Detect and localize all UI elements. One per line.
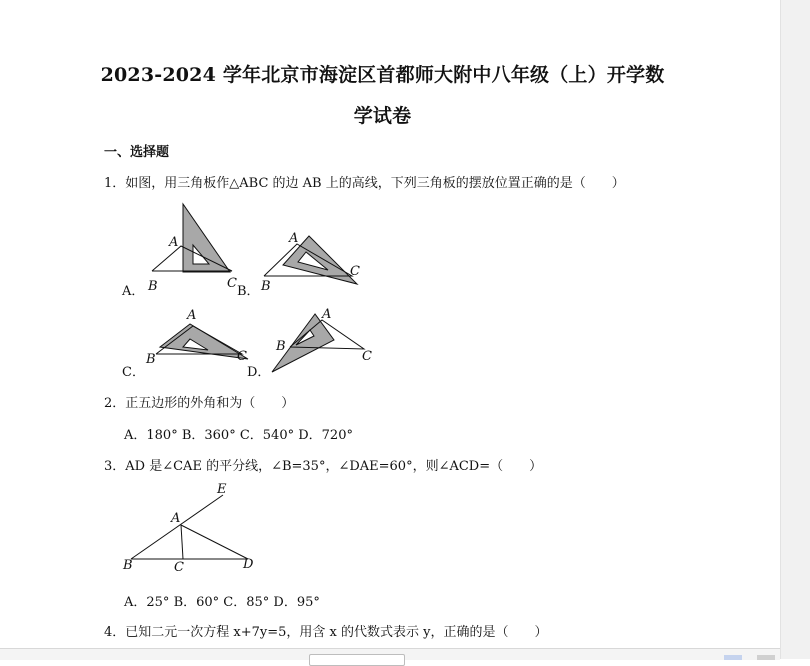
page-view-icon[interactable] <box>724 655 742 660</box>
q1-option-d-label: D． <box>247 365 271 380</box>
question-4-text: 4．已知二元一次方程 x+7y=5，用含 x 的代数式表示 y，正确的是（ ） <box>104 625 548 640</box>
q3-point-e: E <box>217 482 227 497</box>
q1-a-point-c: C <box>227 276 237 291</box>
q3-point-b: B <box>123 558 133 573</box>
q3-point-d: D <box>243 557 254 572</box>
question-3-text: 3．AD 是∠CAE 的平分线，∠B=35°，∠DAE=60°，则∠ACD=（ ） <box>104 459 543 474</box>
q1-option-a-label: A． <box>122 284 145 299</box>
q1-c-point-a: A <box>187 308 197 323</box>
q3-line-ad <box>181 525 248 559</box>
q1-c-point-b: B <box>146 352 156 367</box>
q1-b-point-a: A <box>289 231 299 246</box>
question-3-options: A．25° B．60° C．85° D．95° <box>124 595 320 610</box>
document-title-line-1: 2023-2024 学年北京市海淀区首都师大附中八年级（上）开学数 <box>100 64 665 86</box>
q3-line-be <box>131 495 223 559</box>
question-2-text: 2．正五边形的外角和为（ ） <box>104 396 295 411</box>
zoom-out-icon[interactable] <box>757 655 775 660</box>
q1-a-point-a: A <box>169 235 179 250</box>
q1-option-a-figure <box>150 200 240 280</box>
q3-point-a: A <box>171 511 181 526</box>
q1-c-point-c: C <box>237 349 247 364</box>
q1-b-point-c: C <box>350 264 360 279</box>
q1-d-point-b: B <box>276 339 286 354</box>
question-1-text: 1．如图，用三角板作△ABC 的边 AB 上的高线，下列三角板的摆放位置正确的是（ ） <box>104 176 625 191</box>
q1-option-c-label: C． <box>122 365 145 380</box>
q1-d-point-c: C <box>362 349 372 364</box>
page-number-field[interactable] <box>309 654 405 666</box>
q3-point-c: C <box>174 560 184 575</box>
q1-a-point-b: B <box>148 279 158 294</box>
q1-option-b-figure <box>262 232 362 292</box>
document-title-line-2: 学试卷 <box>353 105 412 127</box>
q1-b-point-b: B <box>261 279 271 294</box>
q1-option-b-label: B． <box>237 284 260 299</box>
question-2-options: A．180° B．360° C．540° D．720° <box>124 428 353 443</box>
section-heading: 一、选择题 <box>104 145 170 160</box>
q1-d-point-a: A <box>322 307 332 322</box>
scrollbar-gutter[interactable] <box>780 0 810 659</box>
q3-line-ac <box>181 525 183 559</box>
